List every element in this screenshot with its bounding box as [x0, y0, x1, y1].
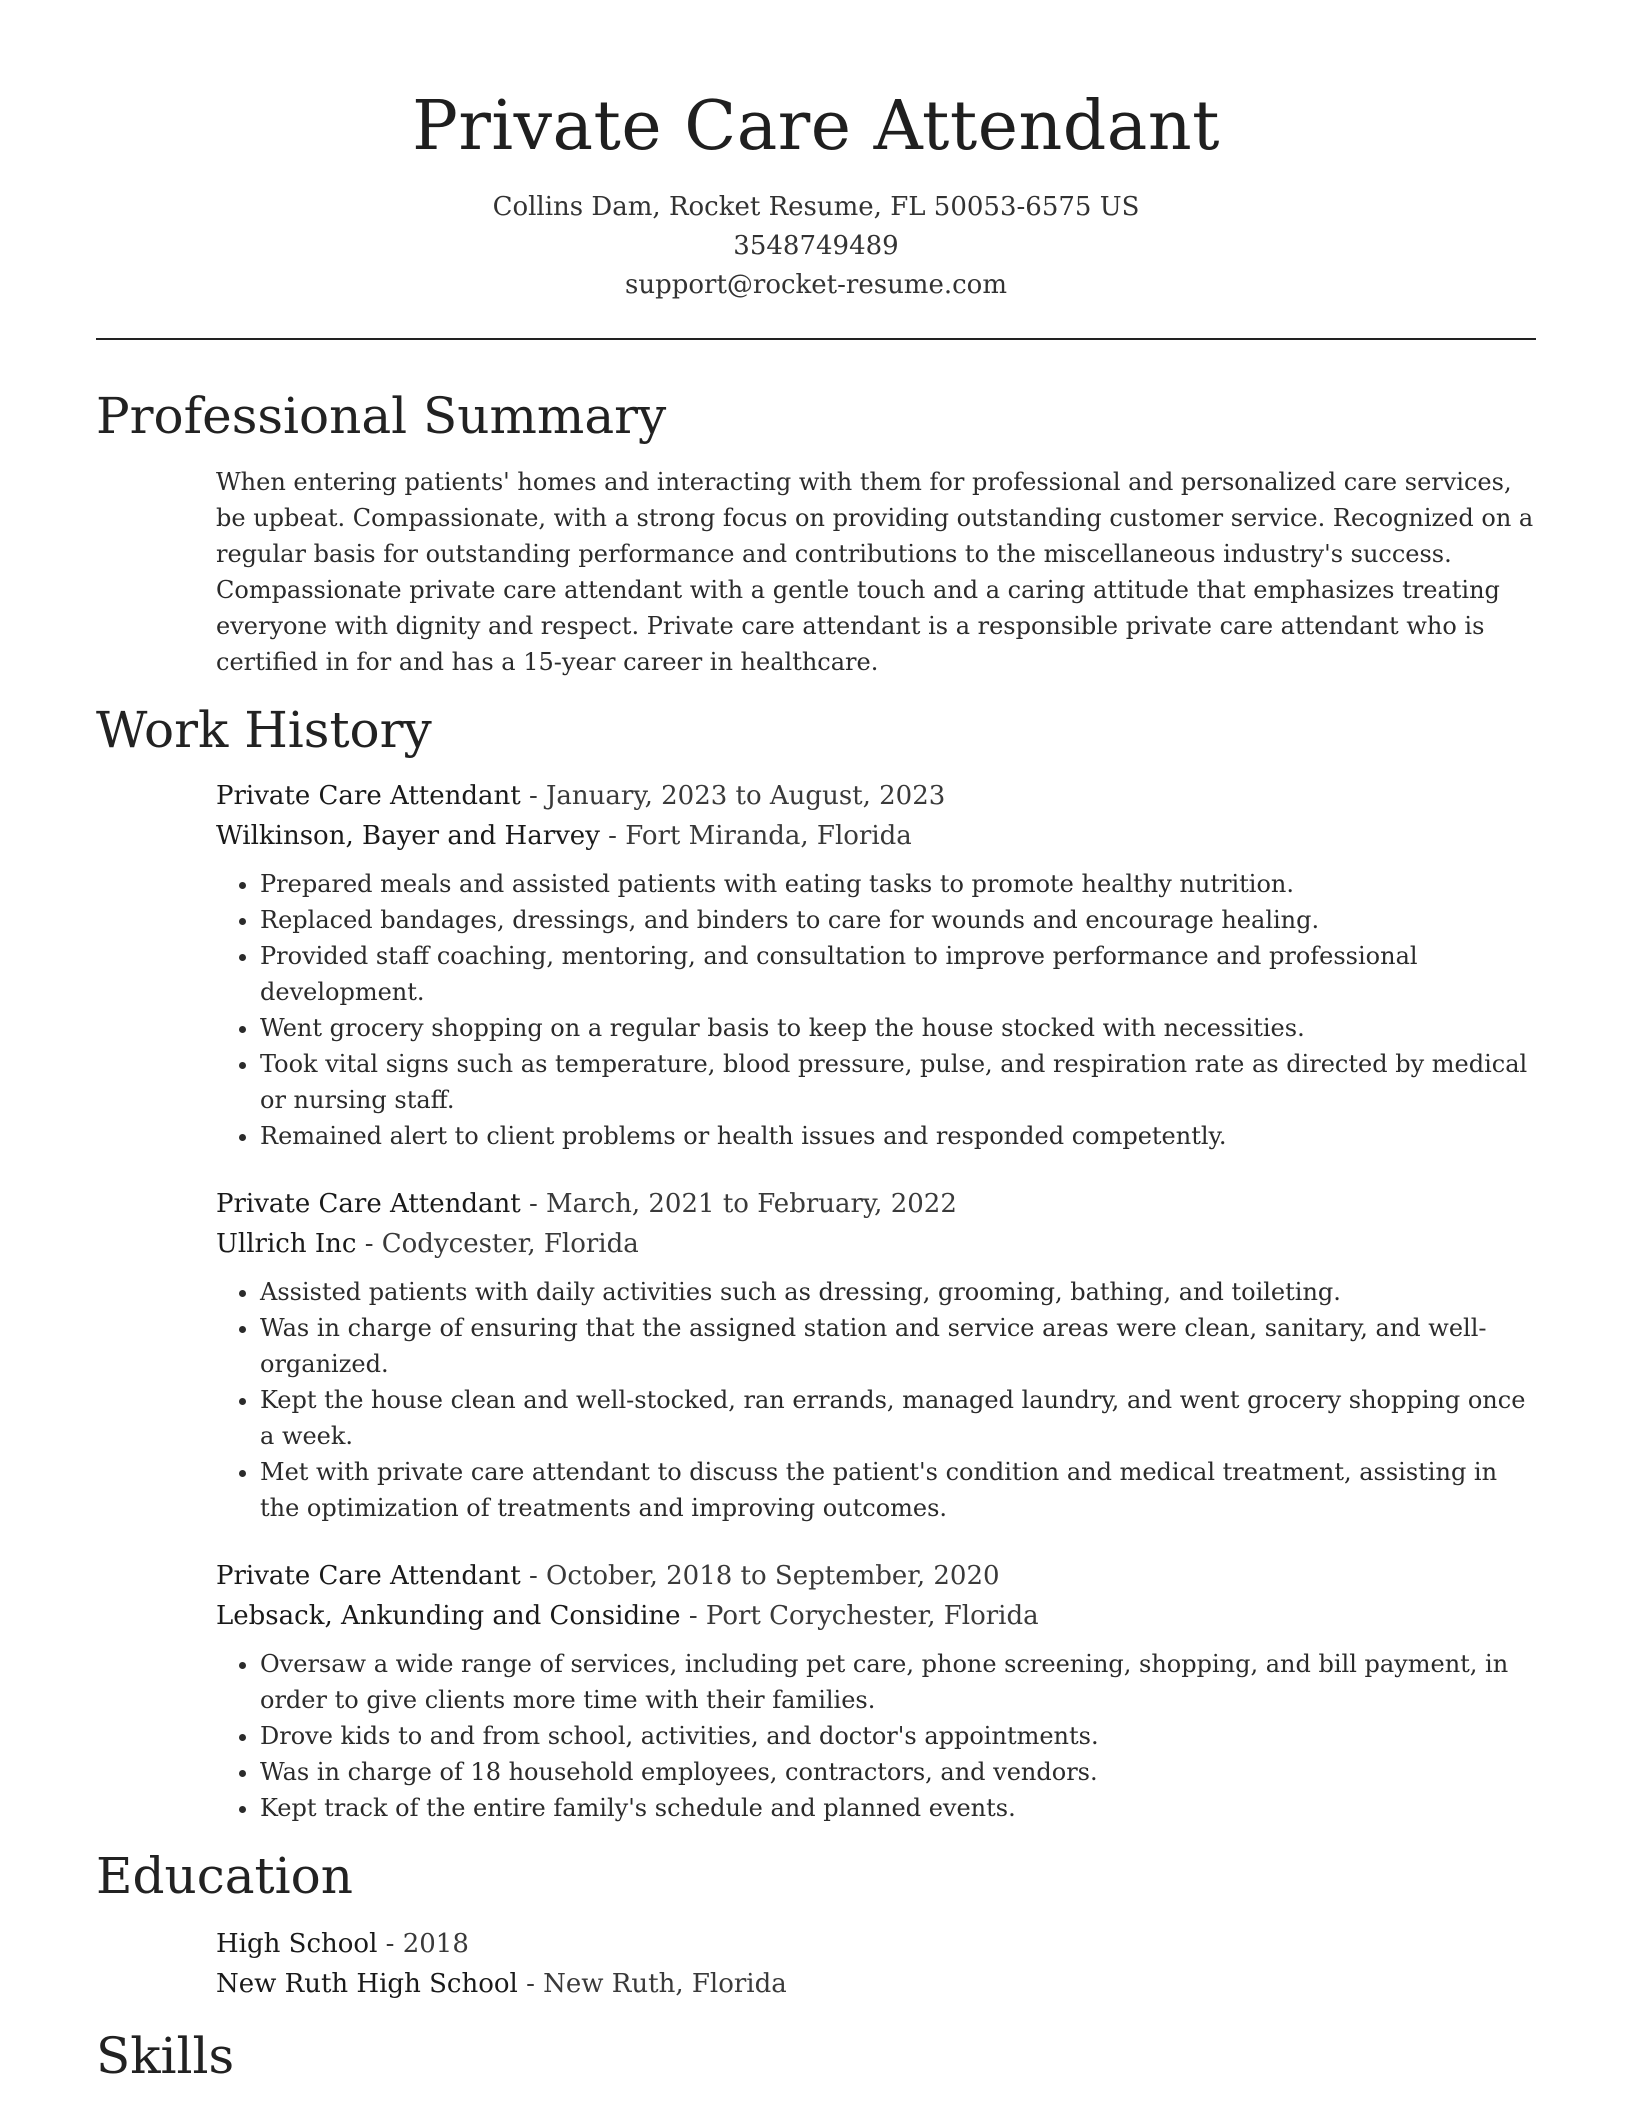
job-bullet: • Drove kids to and from school, activities, and doctor's appointments. [260, 1718, 1536, 1754]
job-bullet: • Prepared meals and assisted patients with eating tasks to promote healthy nutrition. [260, 866, 1536, 902]
summary-text: When entering patients' homes and interacting with them for professional and personalized care services, be upbeat. Compassionate, with a strong focus on providing outstanding customer service. Recognized on a regular basis for outstanding performance and contributions to the miscellaneous industry's success. Compassionate private care attendant with a gentle touch and a caring attitude that emphasizes treating everyone with dignity and respect. Private care attendant is a responsible private care attendant who is certified in for and has a 15-year career in healthcare. [216, 468, 1534, 676]
job-location: - Port Corychester, Florida [680, 1601, 1039, 1631]
job-role: Private Care Attendant [216, 1189, 521, 1219]
job-bullet: • Met with private care attendant to discuss the patient's condition and medical treatment, assisting in the optimization of treatments and improving outcomes. [260, 1454, 1536, 1526]
job-bullet: • Replaced bandages, dressings, and binders to care for wounds and encourage healing. [260, 902, 1536, 938]
summary-section-title: Professional Summary [96, 387, 667, 445]
contact-block [96, 188, 1536, 305]
contact-address: Collins Dam, Rocket Resume, FL 50053-6575 US [492, 192, 1140, 222]
job-bullets [216, 1274, 1536, 1526]
job-bullet: • Provided staff coaching, mentoring, and consultation to improve performance and professional development. [260, 938, 1536, 1010]
job-bullets [216, 866, 1536, 1154]
job-company: Ullrich Inc [216, 1229, 357, 1259]
job-bullet: • Kept track of the entire family's schedule and planned events. [260, 1790, 1536, 1826]
job-title-line [216, 1556, 1536, 1596]
education-degree: High School [216, 1929, 378, 1959]
resume-name: Private Care Attendant [412, 87, 1220, 166]
job-entry [216, 776, 1536, 1154]
job-bullet: • Remained alert to client problems or health issues and responded competently. [260, 1118, 1536, 1154]
resume-header [96, 0, 1536, 305]
skills-section-title: Skills [96, 2027, 235, 2085]
job-dates: - January, 2023 to August, 2023 [520, 781, 946, 811]
education-year: - 2018 [377, 1929, 469, 1959]
contact-phone: 3548749489 [733, 231, 899, 261]
job-title-line [216, 776, 1536, 816]
contact-email: support@rocket-resume.com [624, 270, 1007, 300]
job-dates: - October, 2018 to September, 2020 [520, 1561, 1000, 1591]
education-degree-line [216, 1924, 1536, 1964]
education-section-title: Education [96, 1847, 353, 1905]
summary-content [216, 464, 1536, 680]
job-bullet: • Assisted patients with daily activities such as dressing, grooming, bathing, and toileting. [260, 1274, 1536, 1310]
work-history [216, 776, 1536, 1826]
education-school: New Ruth High School [216, 1969, 518, 1999]
job-title-line [216, 1184, 1536, 1224]
job-bullet: • Oversaw a wide range of services, including pet care, phone screening, shopping, and bill payment, in order to give clients more time with their families. [260, 1646, 1536, 1718]
work-section-title: Work History [96, 701, 432, 759]
job-bullets [216, 1646, 1536, 1826]
job-company: Lebsack, Ankunding and Considine [216, 1601, 681, 1631]
education-location: - New Ruth, Florida [517, 1969, 787, 1999]
job-location: - Fort Miranda, Florida [599, 821, 912, 851]
job-company-line [216, 1596, 1536, 1636]
job-bullet: • Took vital signs such as temperature, blood pressure, pulse, and respiration rate as directed by medical or nursing staff. [260, 1046, 1536, 1118]
job-entry [216, 1184, 1536, 1526]
job-bullet: • Went grocery shopping on a regular basis to keep the house stocked with necessities. [260, 1010, 1536, 1046]
header-divider [96, 338, 1536, 340]
job-role: Private Care Attendant [216, 781, 521, 811]
job-bullet: • Kept the house clean and well-stocked, ran errands, managed laundry, and went grocery shopping once a week. [260, 1382, 1536, 1454]
job-company-line [216, 1224, 1536, 1264]
job-location: - Codycester, Florida [356, 1229, 639, 1259]
education-school-line [216, 1964, 1536, 2004]
job-company: Wilkinson, Bayer and Harvey [216, 821, 600, 851]
resume-page [96, 0, 1536, 2090]
job-bullet: • Was in charge of 18 household employees, contractors, and vendors. [260, 1754, 1536, 1790]
job-company-line [216, 816, 1536, 856]
education-entry [216, 1924, 1536, 2004]
job-entry [216, 1556, 1536, 1826]
job-bullet: • Was in charge of ensuring that the assigned station and service areas were clean, sanitary, and well-organized. [260, 1310, 1536, 1382]
job-dates: - March, 2021 to February, 2022 [520, 1189, 957, 1219]
job-role: Private Care Attendant [216, 1561, 521, 1591]
